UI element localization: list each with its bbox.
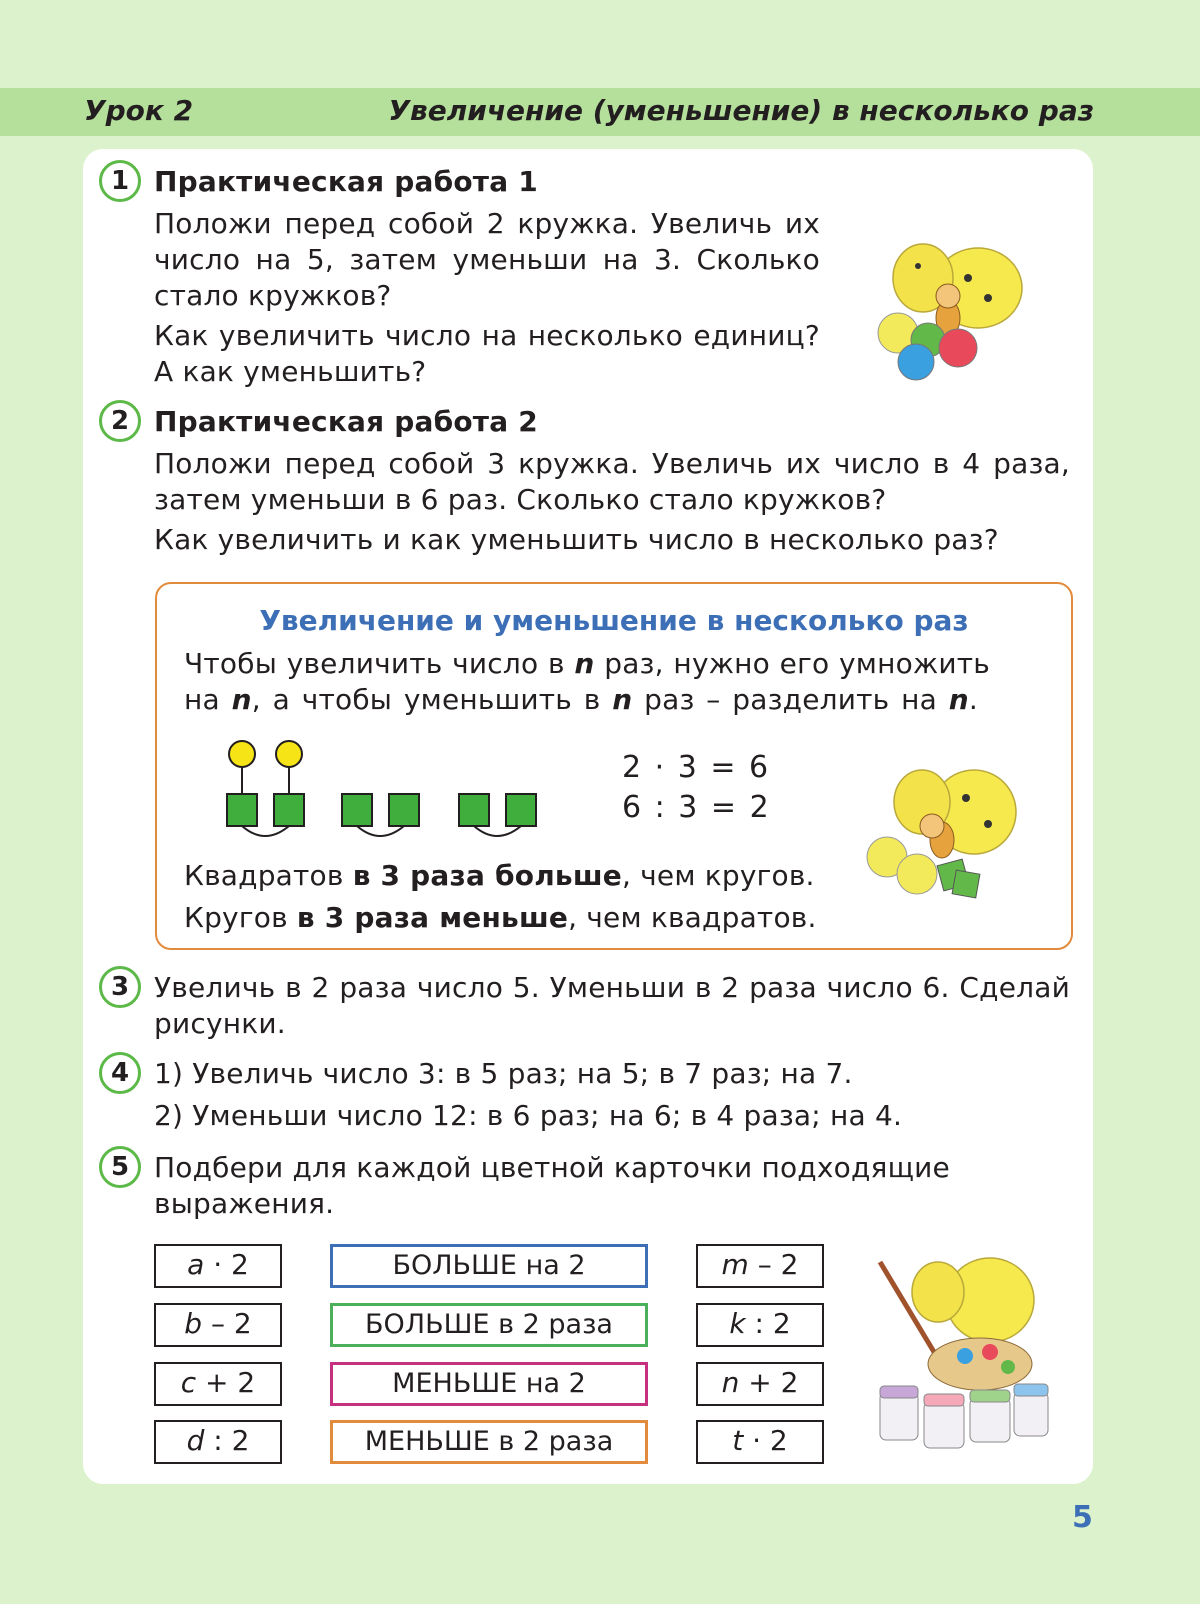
task1-line4: Как увеличить число на несколько единиц? <box>154 319 820 352</box>
rule-text: раз, нужно его умножить <box>594 647 990 680</box>
task-number-5: 5 <box>99 1146 141 1188</box>
task3-line1: Увеличь в 2 раза число 5. Уменьши в 2 раза число 6. Сделай <box>154 971 1070 1004</box>
rule-statement-1 <box>184 858 815 894</box>
rule-statement-2 <box>184 900 817 936</box>
task-number-4: 4 <box>99 1052 141 1094</box>
lesson-label: Урок 2 <box>84 94 194 127</box>
task3-line2: рисунки. <box>154 1007 286 1040</box>
squares-circles-diagram <box>220 734 540 850</box>
task2-line2: затем уменьши в 6 раз. Сколько стало кружков? <box>154 483 887 516</box>
rule-line2 <box>184 682 978 718</box>
rule-text: , чем квадратов. <box>568 901 817 934</box>
rule-text: . <box>968 683 978 716</box>
expression-card: t · 2 <box>696 1420 824 1464</box>
rule-text: , а чтобы уменьшить в <box>251 683 613 716</box>
butterfly-cards-illustration <box>862 762 1032 912</box>
task5-line1: Подбери для каждой цветной карточки подходящие <box>154 1151 950 1184</box>
expression-card: k : 2 <box>696 1303 824 1347</box>
color-card-less-by-2: МЕНЬШЕ на 2 <box>330 1362 648 1406</box>
task1-line1: Положи перед собой 2 кружка. Увеличь их <box>154 207 820 240</box>
task1-line2: число на 5, затем уменьши на 3. Сколько <box>154 243 820 276</box>
task4-line1: 1) Увеличь число 3: в 5 раз; на 5; в 7 раз; на 7. <box>154 1057 853 1090</box>
rule-variable: n <box>612 683 633 716</box>
task1-line3: стало кружков? <box>154 279 392 312</box>
equation-multiply: 2 · 3 = 6 <box>622 750 771 785</box>
task5-line2: выражения. <box>154 1187 335 1220</box>
expression-card: m – 2 <box>696 1244 824 1288</box>
task-number-2: 2 <box>99 400 141 442</box>
lesson-topic: Увеличение (уменьшение) в несколько раз <box>388 94 1094 127</box>
rule-variable: n <box>231 683 252 716</box>
task2-line1: Положи перед собой 3 кружка. Увеличь их число в 4 раза, <box>154 447 1070 480</box>
butterfly-balloons-illustration <box>868 238 1028 388</box>
expression-card: n + 2 <box>696 1362 824 1406</box>
rule-emphasis: в 3 раза меньше <box>296 901 569 934</box>
color-card-less-times-2: МЕНЬШЕ в 2 раза <box>330 1420 648 1464</box>
rule-variable: n <box>574 647 595 680</box>
expression-card: c + 2 <box>154 1362 282 1406</box>
rule-text: раз – разделить на <box>632 683 949 716</box>
task-number-3: 3 <box>99 966 141 1008</box>
rule-variable: n <box>948 683 969 716</box>
page-number: 5 <box>1072 1500 1093 1535</box>
task1-title: Практическая работа 1 <box>154 165 538 198</box>
color-card-more-times-2: БОЛЬШЕ в 2 раза <box>330 1303 648 1347</box>
rule-emphasis: в 3 раза больше <box>352 859 622 892</box>
task-number-1: 1 <box>99 160 141 202</box>
task2-line3: Как увеличить и как уменьшить число в несколько раз? <box>154 523 999 556</box>
rule-text: Квадратов <box>184 859 353 892</box>
rule-title: Увеличение и уменьшение в несколько раз <box>259 604 969 637</box>
expression-card: d : 2 <box>154 1420 282 1464</box>
rule-line1 <box>184 646 990 682</box>
expression-card: b – 2 <box>154 1303 282 1347</box>
rule-text: Чтобы увеличить число в <box>184 647 575 680</box>
rule-text: , чем кругов. <box>621 859 815 892</box>
equation-divide: 6 : 3 = 2 <box>622 790 771 825</box>
color-card-more-by-2: БОЛЬШЕ на 2 <box>330 1244 648 1288</box>
rule-text: на <box>184 683 232 716</box>
butterfly-paints-illustration <box>870 1252 1050 1452</box>
task4-line2: 2) Уменьши число 12: в 6 раз; на 6; в 4 раза; на 4. <box>154 1099 903 1132</box>
task2-title: Практическая работа 2 <box>154 405 538 438</box>
task1-line5: А как уменьшить? <box>154 355 427 388</box>
expression-card: a · 2 <box>154 1244 282 1288</box>
rule-text: Кругов <box>184 901 297 934</box>
